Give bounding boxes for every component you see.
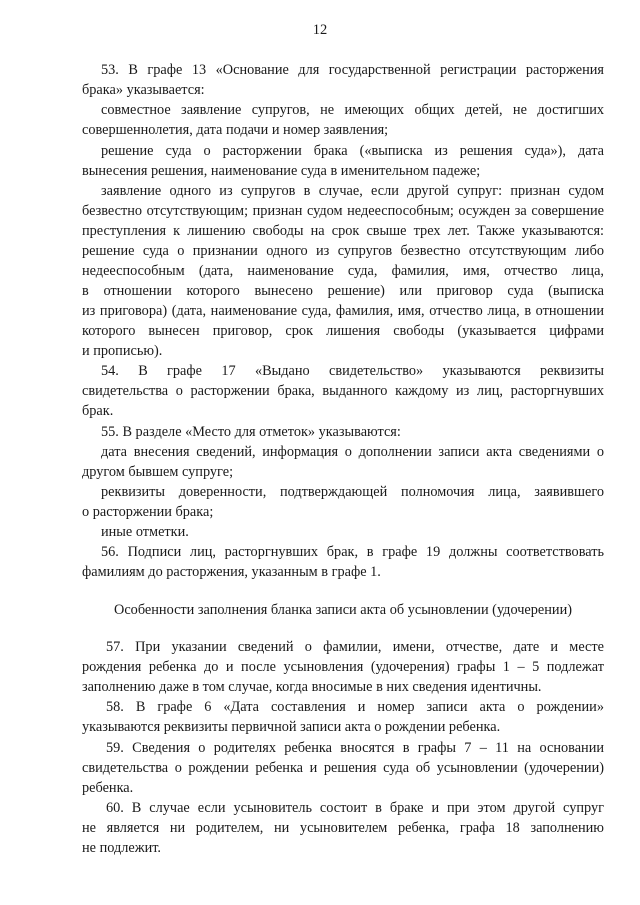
paragraph-53-line: 53. В графе 13 «Основание для государственной регистрации расторжения (101, 62, 604, 78)
paragraph-58-line: указываются реквизиты первичной записи акта о рождении ребенка. (82, 719, 501, 735)
section-heading: Особенности заполнения бланка записи акта об усыновлении (удочерении) (114, 602, 572, 618)
paragraph-line: недееспособным (дата, наименование суда, фамилия, имя, отчество лица, (82, 263, 604, 279)
paragraph-54-line: брак. (82, 403, 114, 419)
paragraph-line: решение суда о признании одного из супругов безвестно отсутствующим либо (82, 243, 604, 259)
paragraph-line: безвестно отсутствующим; признан судом недееспособным; осужден за совершение (82, 203, 604, 219)
paragraph-56-line: фамилиям до расторжения, указанным в графе 1. (82, 564, 381, 580)
paragraph-line: иные отметки. (101, 524, 189, 540)
paragraph-line: которого вынесен приговор, срок лишения свободы (указывается цифрами (82, 323, 604, 339)
page-number: 12 (312, 22, 328, 38)
paragraph-line: реквизиты доверенности, подтверждающей полномочия лица, заявившего (101, 484, 604, 500)
paragraph-55-line: 55. В разделе «Место для отметок» указываются: (101, 424, 401, 440)
paragraph-54-line: свидетельства о расторжении брака, выданного каждому из лиц, расторгнувших (82, 383, 604, 399)
paragraph-60-line: не является ни родителем, ни усыновителем ребенка, графа 18 заполнению (82, 820, 604, 836)
paragraph-59-line: свидетельства о рождении ребенка и решения суда об усыновлении (удочерении) (82, 760, 604, 776)
paragraph-line: вынесения решения, наименование суда в именительном падеже; (82, 163, 481, 179)
paragraph-line: решение суда о расторжении брака («выписка из решения суда»), дата (101, 143, 604, 159)
paragraph-53-line: брака» указывается: (82, 82, 205, 98)
paragraph-line: в отношении которого вынесено решение) или приговор суда (выписка (82, 283, 604, 299)
paragraph-60-line: не подлежит. (82, 840, 161, 856)
paragraph-line: преступления к лишению свободы на срок свыше трех лет. Также указываются: (82, 223, 604, 239)
paragraph-54-line: 54. В графе 17 «Выдано свидетельство» указываются реквизиты (101, 363, 604, 379)
paragraph-58-line: 58. В графе 6 «Дата составления и номер записи акта о рождении» (106, 699, 604, 715)
paragraph-57-line: 57. При указании сведений о фамилии, имени, отчестве, дате и месте (106, 639, 604, 655)
paragraph-line: другом бывшем супруге; (82, 464, 234, 480)
paragraph-line: дата внесения сведений, информация о дополнении записи акта сведениями о (101, 444, 604, 460)
paragraph-line: совместное заявление супругов, не имеющих общих детей, не достигших (101, 102, 604, 118)
paragraph-57-line: заполнению даже в том случае, когда вносимые в них сведения идентичны. (82, 679, 542, 695)
paragraph-line: совершеннолетия, дата подачи и номер заявления; (82, 122, 389, 138)
paragraph-59-line: ребенка. (82, 780, 134, 796)
paragraph-56-line: 56. Подписи лиц, расторгнувших брак, в графе 19 должны соответствовать (101, 544, 604, 560)
paragraph-line: из приговора) (дата, наименование суда, фамилия, имя, отчество лица, в отношении (82, 303, 604, 319)
paragraph-line: о расторжении брака; (82, 504, 214, 520)
paragraph-60-line: 60. В случае если усыновитель состоит в браке и при этом другой супруг (106, 800, 604, 816)
paragraph-line: заявление одного из супругов в случае, если другой супруг: признан судом (101, 183, 604, 199)
paragraph-59-line: 59. Сведения о родителях ребенка вносятся в графы 7 – 11 на основании (106, 740, 604, 756)
paragraph-57-line: рождения ребенка до и после усыновления (удочерения) графы 1 – 5 подлежат (82, 659, 604, 675)
paragraph-line: и прописью). (82, 343, 163, 359)
